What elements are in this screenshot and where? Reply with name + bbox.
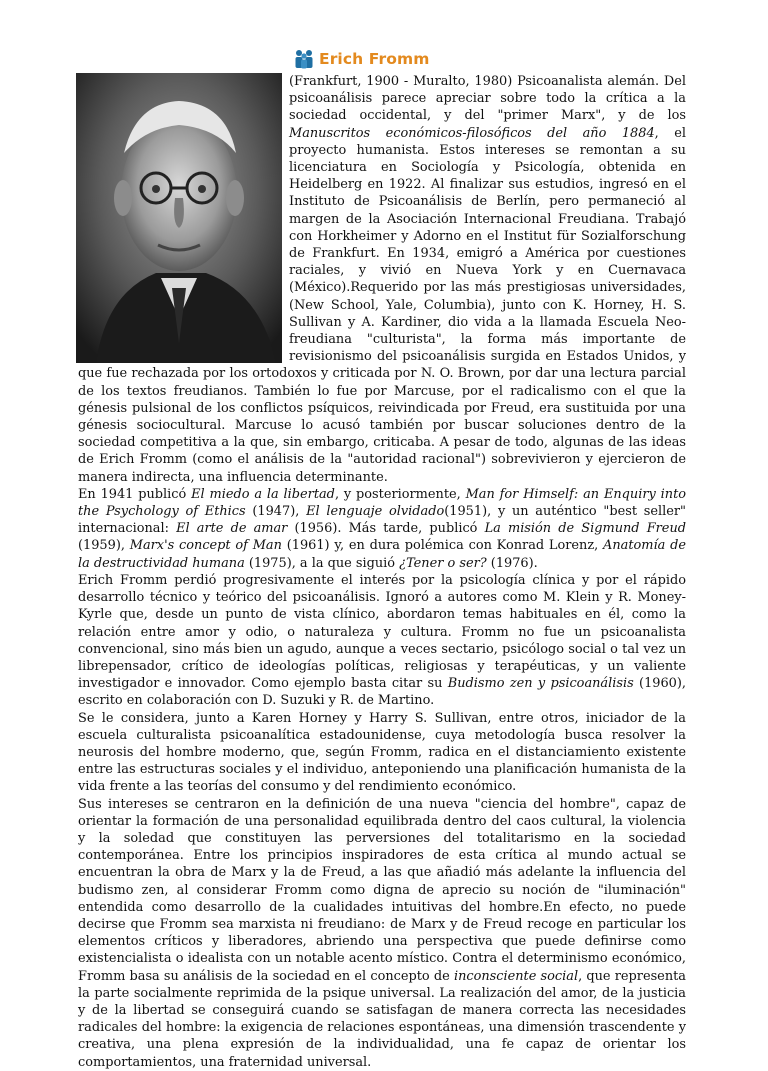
italic-title: El arte de amar (176, 521, 288, 537)
text-run: (1951), y un auténtico "best seller" internacional: (78, 504, 686, 537)
italic-title: ¿Tener o ser? (399, 555, 487, 571)
italic-title: Anatomía de la destructividad humana (78, 538, 686, 571)
italic-title: inconsciente social (453, 968, 579, 984)
text-run: Se le considera, junto a Karen Horney y Harry S. Sullivan, entre otros, iniciador de la escuela culturalista psicoanalítica estadounidense, cuya metodología busca resolver la neurosis del hombre moderno, que, según Fromm, radica en el distanciamiento existente entre las estructuras sociales y el individuo, anteponiendo una planificación humanista de la vida frente a las teorías del consumo y del rendimiento económico. (78, 710, 686, 795)
italic-title: El miedo a la libertad (191, 486, 335, 502)
text-run: (1975), a la que siguió (244, 555, 400, 571)
text-run: (1956). Más tarde, publicó (287, 521, 485, 537)
paragraph (78, 796, 686, 1071)
paragraph (78, 572, 686, 710)
text-run: (1960), escrito en colaboración con D. Suzuki y R. de Martino. (78, 676, 686, 709)
italic-title: Budismo zen y psicoanálisis (447, 676, 634, 692)
text-run: (1959), (78, 538, 130, 554)
text-run: (1947), (245, 504, 307, 520)
article-header (293, 46, 429, 72)
text-run: (1961) y, en dura polémica con Konrad Lorenz, (281, 538, 604, 554)
italic-title: Man for Himself: an Enquiry into the Psychology of Ethics (78, 486, 687, 520)
text-run: Sus intereses se centraron en la definición de una nueva "ciencia del hombre", capaz de orientar la formación de una personalidad equilibrada dentro del caos cultural, la violencia y la soledad que constituyen las perversiones del totalitarismo en la sociedad contemporánea. Entre los principios inspiradores de esta crítica al mundo actual se encuentran la obra de Marx y la de Freud, a las que añadió más adelante la influencia del budismo zen, al considerar Fromm como digna de aprecio su noción de "iluminación" entendida como desarrollo de la cualidades intuitivas del hombre.En efecto, no puede decirse que Fromm sea marxista ni freudiano: de Marx y de Freud recoge en particular los elementos críticos y liberadores, abriendo una perspectiva que puede definirse como existencialista o idealista con un notable acento místico. Contra el determinismo económico, Fromm basa su análisis de la sociedad en el concepto de (78, 796, 686, 984)
text-run: , y posteriormente, (334, 486, 466, 502)
italic-title: El lenguaje olvidado (306, 504, 445, 520)
portrait-spacer (78, 73, 289, 363)
article-body (78, 73, 686, 1071)
text-run: Erich Fromm perdió progresivamente el interés por la psicología clínica y por el rápido desarrollo técnico y teórico del psicoanálisis. Ignoró a autores como M. Klein y R. Money-Kyrle que, desde un punto de vista clínico, abordaron temas habituales en él, como la relación entre amor y odio, o naturaleza y cultura. Fromm no fue un psicoanalista convencional, sino más bien un agudo, aunque a veces sectario, psicólogo social o tal vez un librepensador, crítico de ideologías políticas, religiosas y terapéuticas, y un valiente investigador e innovador. Como ejemplo basta citar su (78, 572, 686, 692)
text-run: , que representa la parte socialmente reprimida de la psique universal. La realización del amor, de la justicia y de la libertad se conseguirá cuando se satisfagan de manera correcta las necesidades radicales del hombre: la exigencia de relaciones espontáneas, una dimensión trascendente y creativa, una plena expresión de la individualidad, una fe capaz de orientar los comportamientos, una fraternidad universal. (78, 968, 686, 1070)
paragraph (78, 486, 686, 572)
text-run: , el proyecto humanista. Estos intereses se remontan a su licenciatura en Sociología y Psicología, obtenida en Heidelberg en 1922. Al finalizar sus estudios, ingresó en el Instituto de Psicoanálisis de Berlín, pero permaneció al margen de la Asociación Internacional Freudiana. Trabajó con Horkheimer y Adorno en el Institut für Sozialforschung de Frankfurt. En 1934, emigró a América por cuestiones raciales, y vivió en Nueva York y en Cuernavaca (México).Requerido por las más prestigiosas universidades, (New School, Yale, Columbia), junto con K. Horney, H. S. Sullivan y A. Kardiner, dio vida a la llamada Escuela Neo-freudiana "culturista", la forma más importante de revisionismo del psicoanálisis surgida en Estados Unidos, y que fue rechazada por los ortodoxos y criticada por N. O. Brown, por dar una lectura parcial de los textos freudianos. También lo fue por Marcuse, por el radicalismo con el que la génesis pulsional de los conflictos psíquicos, reivindicada por Freud, era sustituida por una génesis sociocultural. Marcuse lo acusó también por buscar soluciones dentro de la sociedad competitiva a la que, sin embargo, criticaba. A pesar de todo, algunas de las ideas de Erich Fromm (como el análisis de la "autoridad racional") sobrevivieron y ejercieron de manera indirecta, una influencia determinante. (78, 125, 686, 485)
italic-title: La misión de Sigmund Freud (484, 521, 686, 537)
text-run: (Frankfurt, 1900 - Muralto, 1980) Psicoanalista alemán. Del psicoanálisis parece apreciar sobre todo la crítica a la sociedad occidental, y del "primer Marx", y de los (289, 74, 686, 124)
page-title: Erich Fromm (319, 50, 430, 68)
people-icon (293, 48, 315, 70)
italic-title: Marx's concept of Man (129, 538, 282, 554)
italic-title: Manuscritos económicos-filosóficos del año 1884 (289, 125, 655, 141)
text-run: En 1941 publicó (78, 486, 192, 502)
text-run: (1976). (486, 555, 538, 571)
paragraph (78, 710, 686, 796)
